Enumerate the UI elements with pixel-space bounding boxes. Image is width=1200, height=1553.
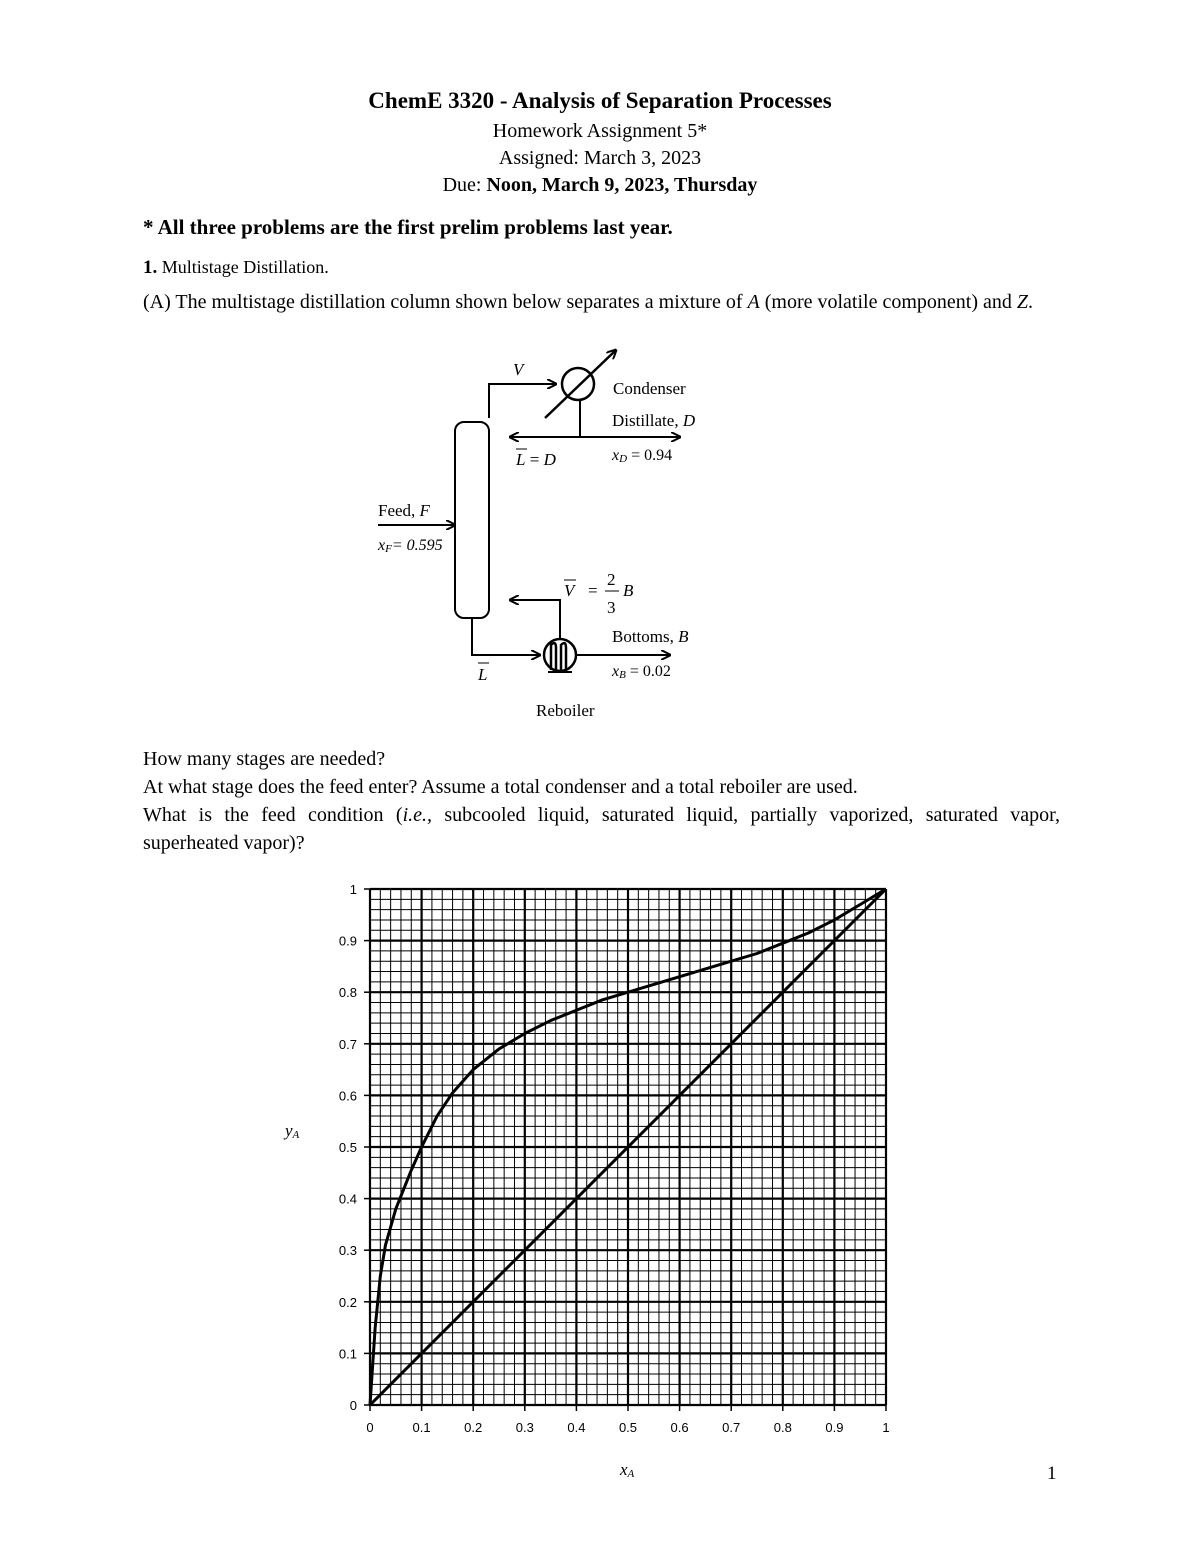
y-tick-label: 0.9: [338, 933, 357, 949]
column: [455, 422, 489, 618]
assignment-title: Homework Assignment 5*: [492, 120, 708, 142]
questions: [143, 745, 1060, 857]
due-date: Due: Noon, March 9, 2023, Thursday: [442, 174, 758, 196]
reboiler-label: Reboiler: [536, 701, 595, 720]
y-tick-label: 0.8: [338, 985, 357, 1001]
x-axis-label: xA: [620, 1460, 635, 1480]
reboiler-icon: [544, 639, 576, 672]
x-tick-label: 1: [882, 1420, 890, 1435]
v-label: V: [513, 360, 524, 379]
condenser-label: Condenser: [613, 379, 686, 398]
condenser-icon: [562, 368, 594, 400]
y-tick-label: 0.5: [338, 1140, 357, 1155]
y-tick-label: 0.6: [338, 1088, 357, 1104]
x-tick-label: 0.8: [773, 1420, 792, 1435]
distillate-label: Distillate, D: [612, 411, 696, 430]
y-tick-label: 0.2: [338, 1294, 357, 1310]
svg-text:=: =: [588, 581, 598, 600]
xf-label: xF= 0.595: [378, 537, 443, 555]
distillation-diagram: [0, 0, 1200, 740]
svg-text:B: B: [623, 581, 634, 600]
y-tick-label: 0.3: [338, 1243, 357, 1259]
x-tick-label: 0.5: [618, 1420, 638, 1435]
x-tick-label: 0.1: [412, 1420, 431, 1435]
question-2: At what stage does the feed enter? Assume a total condenser and a total reboiler are used.: [143, 776, 858, 798]
feed-label: Feed, F: [378, 501, 430, 520]
vbar-label: [564, 570, 634, 617]
xd-label: xD = 0.94: [612, 447, 673, 465]
y-axis-label: yA: [285, 1121, 300, 1141]
xy-equilibrium-chart: [0, 870, 1200, 1500]
xb-label: xB = 0.02: [612, 663, 671, 681]
l-eq-d-label: L = D: [516, 450, 556, 469]
lbar-label: L: [478, 665, 488, 684]
x-tick-label: 0: [366, 1420, 374, 1435]
bottoms-liquid-line: [472, 618, 540, 655]
x-tick-label: 0.7: [722, 1420, 741, 1435]
boilup-line: [510, 600, 560, 640]
svg-text:2: 2: [607, 570, 616, 589]
bottoms-label: Bottoms, B: [612, 627, 689, 646]
page-number: 1: [1047, 1463, 1057, 1484]
note: * All three problems are the first prelim problems last year.: [143, 215, 673, 239]
question-1: How many stages are needed?: [143, 748, 386, 770]
y-tick-label: 0: [349, 1398, 357, 1413]
x-tick-label: 0.4: [567, 1420, 586, 1435]
y-tick-label: 0.4: [338, 1191, 357, 1207]
y-tick-label: 1: [349, 882, 357, 897]
x-tick-label: 0.3: [515, 1420, 534, 1435]
svg-text:3: 3: [607, 598, 616, 617]
question-3: What is the feed condition (i.e., subcooled liquid, saturated liquid, partially vaporized, saturated vapor, superheated vapor)?: [143, 804, 1060, 854]
x-tick-label: 0.6: [670, 1420, 689, 1435]
y-tick-label: 0.1: [338, 1346, 357, 1362]
vapor-line: [489, 384, 556, 418]
problem-1-heading: 1. Multistage Distillation.: [143, 257, 329, 278]
y-tick-label: 0.7: [338, 1036, 357, 1052]
svg-text:V: V: [564, 581, 575, 600]
page-title: ChemE 3320 - Analysis of Separation Processes: [368, 88, 832, 113]
assigned-date: Assigned: March 3, 2023: [498, 147, 702, 169]
x-tick-label: 0.2: [464, 1420, 483, 1435]
problem-1-part-a: (A) The multistage distillation column shown below separates a mixture of A (more volatile component) and Z.: [143, 291, 1033, 313]
x-tick-label: 0.9: [825, 1420, 844, 1435]
